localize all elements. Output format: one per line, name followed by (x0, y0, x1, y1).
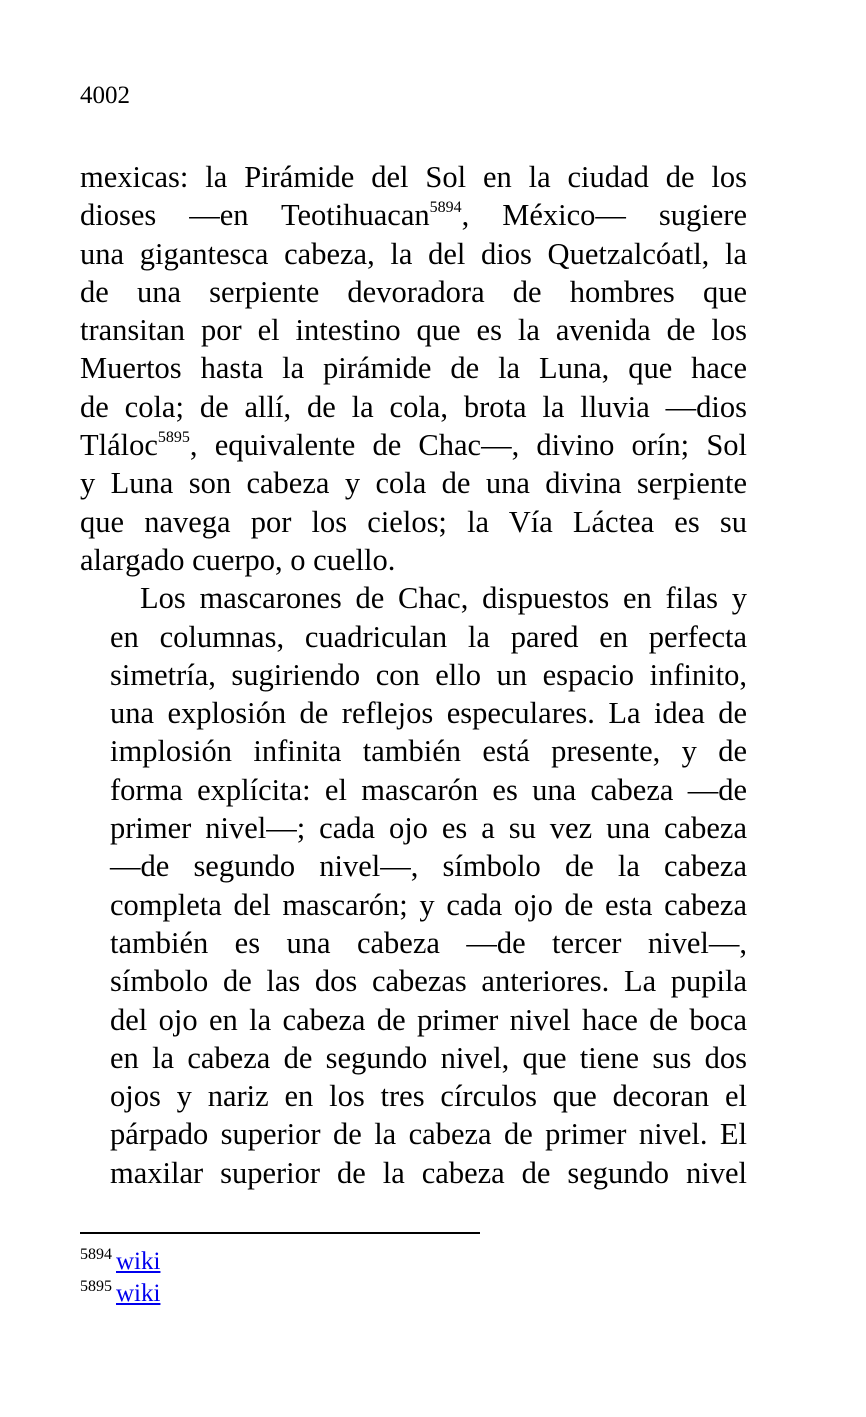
text-line: completa del mascarón; y cada ojo de esta cabeza (110, 887, 747, 922)
text-line: maxilar superior de la cabeza de segundo nivel (110, 1155, 747, 1190)
footnote (80, 1246, 160, 1278)
text-line: en la cabeza de segundo nivel, que tiene sus dos (110, 1040, 747, 1075)
footnote-wiki-link[interactable]: wiki (116, 1248, 161, 1275)
text-line: una gigantesca cabeza, la del dios Quetzalcóatl, la (80, 236, 747, 271)
footnote-number: 5894 (80, 1246, 112, 1263)
text-line: Los mascarones de Chac, dispuestos en filas y (140, 581, 747, 616)
text-line: también es una cabeza —de tercer nivel—, (110, 925, 747, 960)
text-line: que navega por los cielos; la Vía Láctea es su (80, 504, 747, 539)
text-line: y Luna son cabeza y cola de una divina serpiente (80, 466, 747, 501)
text-line: Muertos hasta la pirámide de la Luna, que hace (80, 351, 747, 386)
text-line: primer nivel—; cada ojo es a su vez una cabeza (110, 811, 747, 846)
text-line: implosión infinita también está presente, y de (110, 734, 747, 769)
paragraph (80, 158, 747, 579)
text-line: Tláloc$^{5895}$, equivalente de Chac—, divino orín; Sol (80, 428, 747, 463)
text-line: párpado superior de la cabeza de primer nivel. El (110, 1117, 747, 1152)
footnotes (80, 1246, 160, 1310)
paragraph (80, 579, 747, 1192)
text-line: de una serpiente devoradora de hombres que (80, 274, 747, 309)
page-number: 4002 (80, 82, 130, 109)
text-line: forma explícita: el mascarón es una cabeza —de (110, 772, 747, 807)
body-text (80, 158, 747, 1192)
text-line: transitan por el intestino que es la avenida de los (80, 313, 747, 348)
text-line: —de segundo nivel—, símbolo de la cabeza (110, 849, 747, 884)
text-line: mexicas: la Pirámide del Sol en la ciudad de los (80, 160, 747, 194)
text-line: del ojo en la cabeza de primer nivel hace de boca (110, 1002, 747, 1037)
footnote (80, 1278, 160, 1310)
footnote-reference[interactable]: 5895 (157, 429, 190, 447)
text-line: una explosión de reflejos especulares. La idea de (110, 696, 747, 731)
text-line: de cola; de allí, de la cola, brota la lluvia —dios (80, 389, 747, 424)
text-line: en columnas, cuadriculan la pared en perfecta (110, 619, 747, 654)
footnote-number: 5895 (80, 1278, 112, 1295)
text-line: ojos y nariz en los tres círculos que decoran el (110, 1079, 747, 1114)
footnote-wiki-link[interactable]: wiki (116, 1280, 161, 1307)
text-line: simetría, sugiriendo con ello un espacio infinito, (110, 657, 747, 692)
footnote-reference[interactable]: 5894 (429, 199, 462, 217)
text-line: dioses —en Teotihuacan$^{5894}$, México— sugiere (80, 198, 747, 233)
footnote-divider (80, 1232, 480, 1234)
text-line: alargado cuerpo, o cuello. (80, 542, 396, 577)
text-line: símbolo de las dos cabezas anteriores. La pupila (110, 964, 747, 999)
